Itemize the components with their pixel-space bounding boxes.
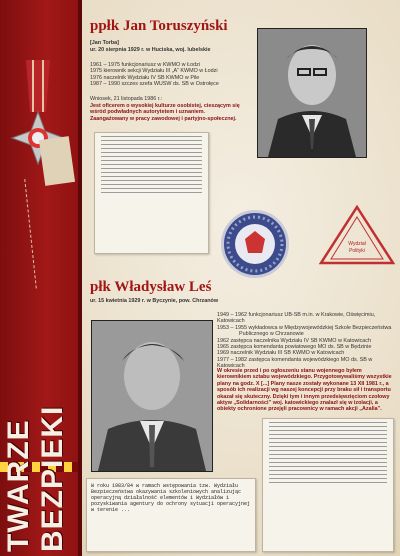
svg-text:Polityki: Polityki [349, 248, 365, 254]
person2-photo [91, 320, 213, 472]
person1-quote-date: Wniosek, 21 listopada 1986 r.: [90, 96, 163, 102]
career-item: 1962 zastępca naczelnika Wydziału IV SB KWMO w Katowicach [217, 337, 371, 344]
career-item: 1969 naczelnik Wydziału III SB KWMO w Katowicach [217, 350, 345, 357]
career-item: 1976 naczelnik Wydziału IV SB KWMO w Pile [90, 74, 200, 81]
person1-quote: Jest oficerem o wysokiej kulturze osobistej, cieszącym się wśród podwładnych autorytetem i uznaniem. Zaangażowany w pracy zawodowej i partyjno-społecznej. [90, 103, 240, 122]
archive-document-2 [262, 418, 394, 552]
typed-document-fragment [86, 478, 256, 552]
person1-photo [257, 28, 367, 158]
career-item: 1977 – 1982 zastępca komendanta wojewódzkiego MO ds. SB w Katowicach [217, 356, 373, 370]
career-item: 1987 – 1990 szczes szefa WUSW ds. SB w Ostrołęce [90, 81, 219, 88]
person1-name: ppłk Jan Toruszyński [90, 18, 228, 34]
red-divider-strip [78, 0, 82, 556]
person2-name: płk Władysław Leś [90, 279, 212, 295]
security-badge-icon [221, 210, 289, 278]
person2-quote: W okresie przed i po ogłoszeniu stanu wojennego byłem kierownikiem sztabu wojewódzkiego. Przygotowywaliśmy wszystkie plany na godz. X [...] Plany nasze zostały wykonane 13 XII 1981 r., a sposób ich realizacji wg naszej koncepcji przy braku sił i transportu okazał się skuteczny. Dzięki tym i innym przedsięwzięciom czołowy aktyw „Solidarności” woj. katowickiego znalazł się w izolacji, a obiekty ochronione przejęli pracownicy w ramach akcji „Azalia”. [217, 368, 392, 413]
typed-document-text: W roku 1983/84 w ramach wstępowania tzw. Wydziału Bezpieczeństwa okazywania szkoleniowych analizując operacyjną działalność elementów i Wydziałów i pozyskiwania agentury do ochrony sytuacji operacyjnej w terenie ... [91, 483, 251, 513]
archive-document-1 [94, 132, 209, 254]
attached-note-card [39, 136, 75, 186]
career-item: Publicznego w Chrzanowie [239, 331, 304, 338]
person2-career-list [217, 312, 397, 370]
career-item: 1975 kierownik sekcji Wydziału III „A” KWMO w Łodzi [90, 68, 218, 75]
person2-birth: ur. 15 kwietnia 1929 r. w Byczynie, pow. Chrzanów [90, 298, 219, 304]
career-item: 1965 zastępca komendanta powiatowego MO ds. SB w Będzinie [217, 344, 372, 351]
svg-text:Wydział: Wydział [348, 241, 366, 247]
career-item: 1949 – 1962 funkcjonariusz UB-SB m.in. w Krakowie, Oświęcimiu, Katowicach [217, 312, 376, 325]
career-item: 1953 – 1955 wykładowca w Międzywojewódzkiej Szkole Bezpieczeństwa [217, 324, 392, 331]
person1-alias: [Jan Torba] [90, 40, 119, 46]
person1-birth: ur. 20 sierpnia 1929 r. w Huciska, woj. lubelskie [90, 47, 211, 53]
career-item: 1961 – 1975 funkcjonariusz w KWMO w Łodzi [90, 62, 200, 68]
person1-career-list [90, 62, 260, 88]
stamp-seal-icon [319, 205, 395, 267]
poster-vertical-title: TWARZE BEZPIEKI [2, 405, 69, 552]
